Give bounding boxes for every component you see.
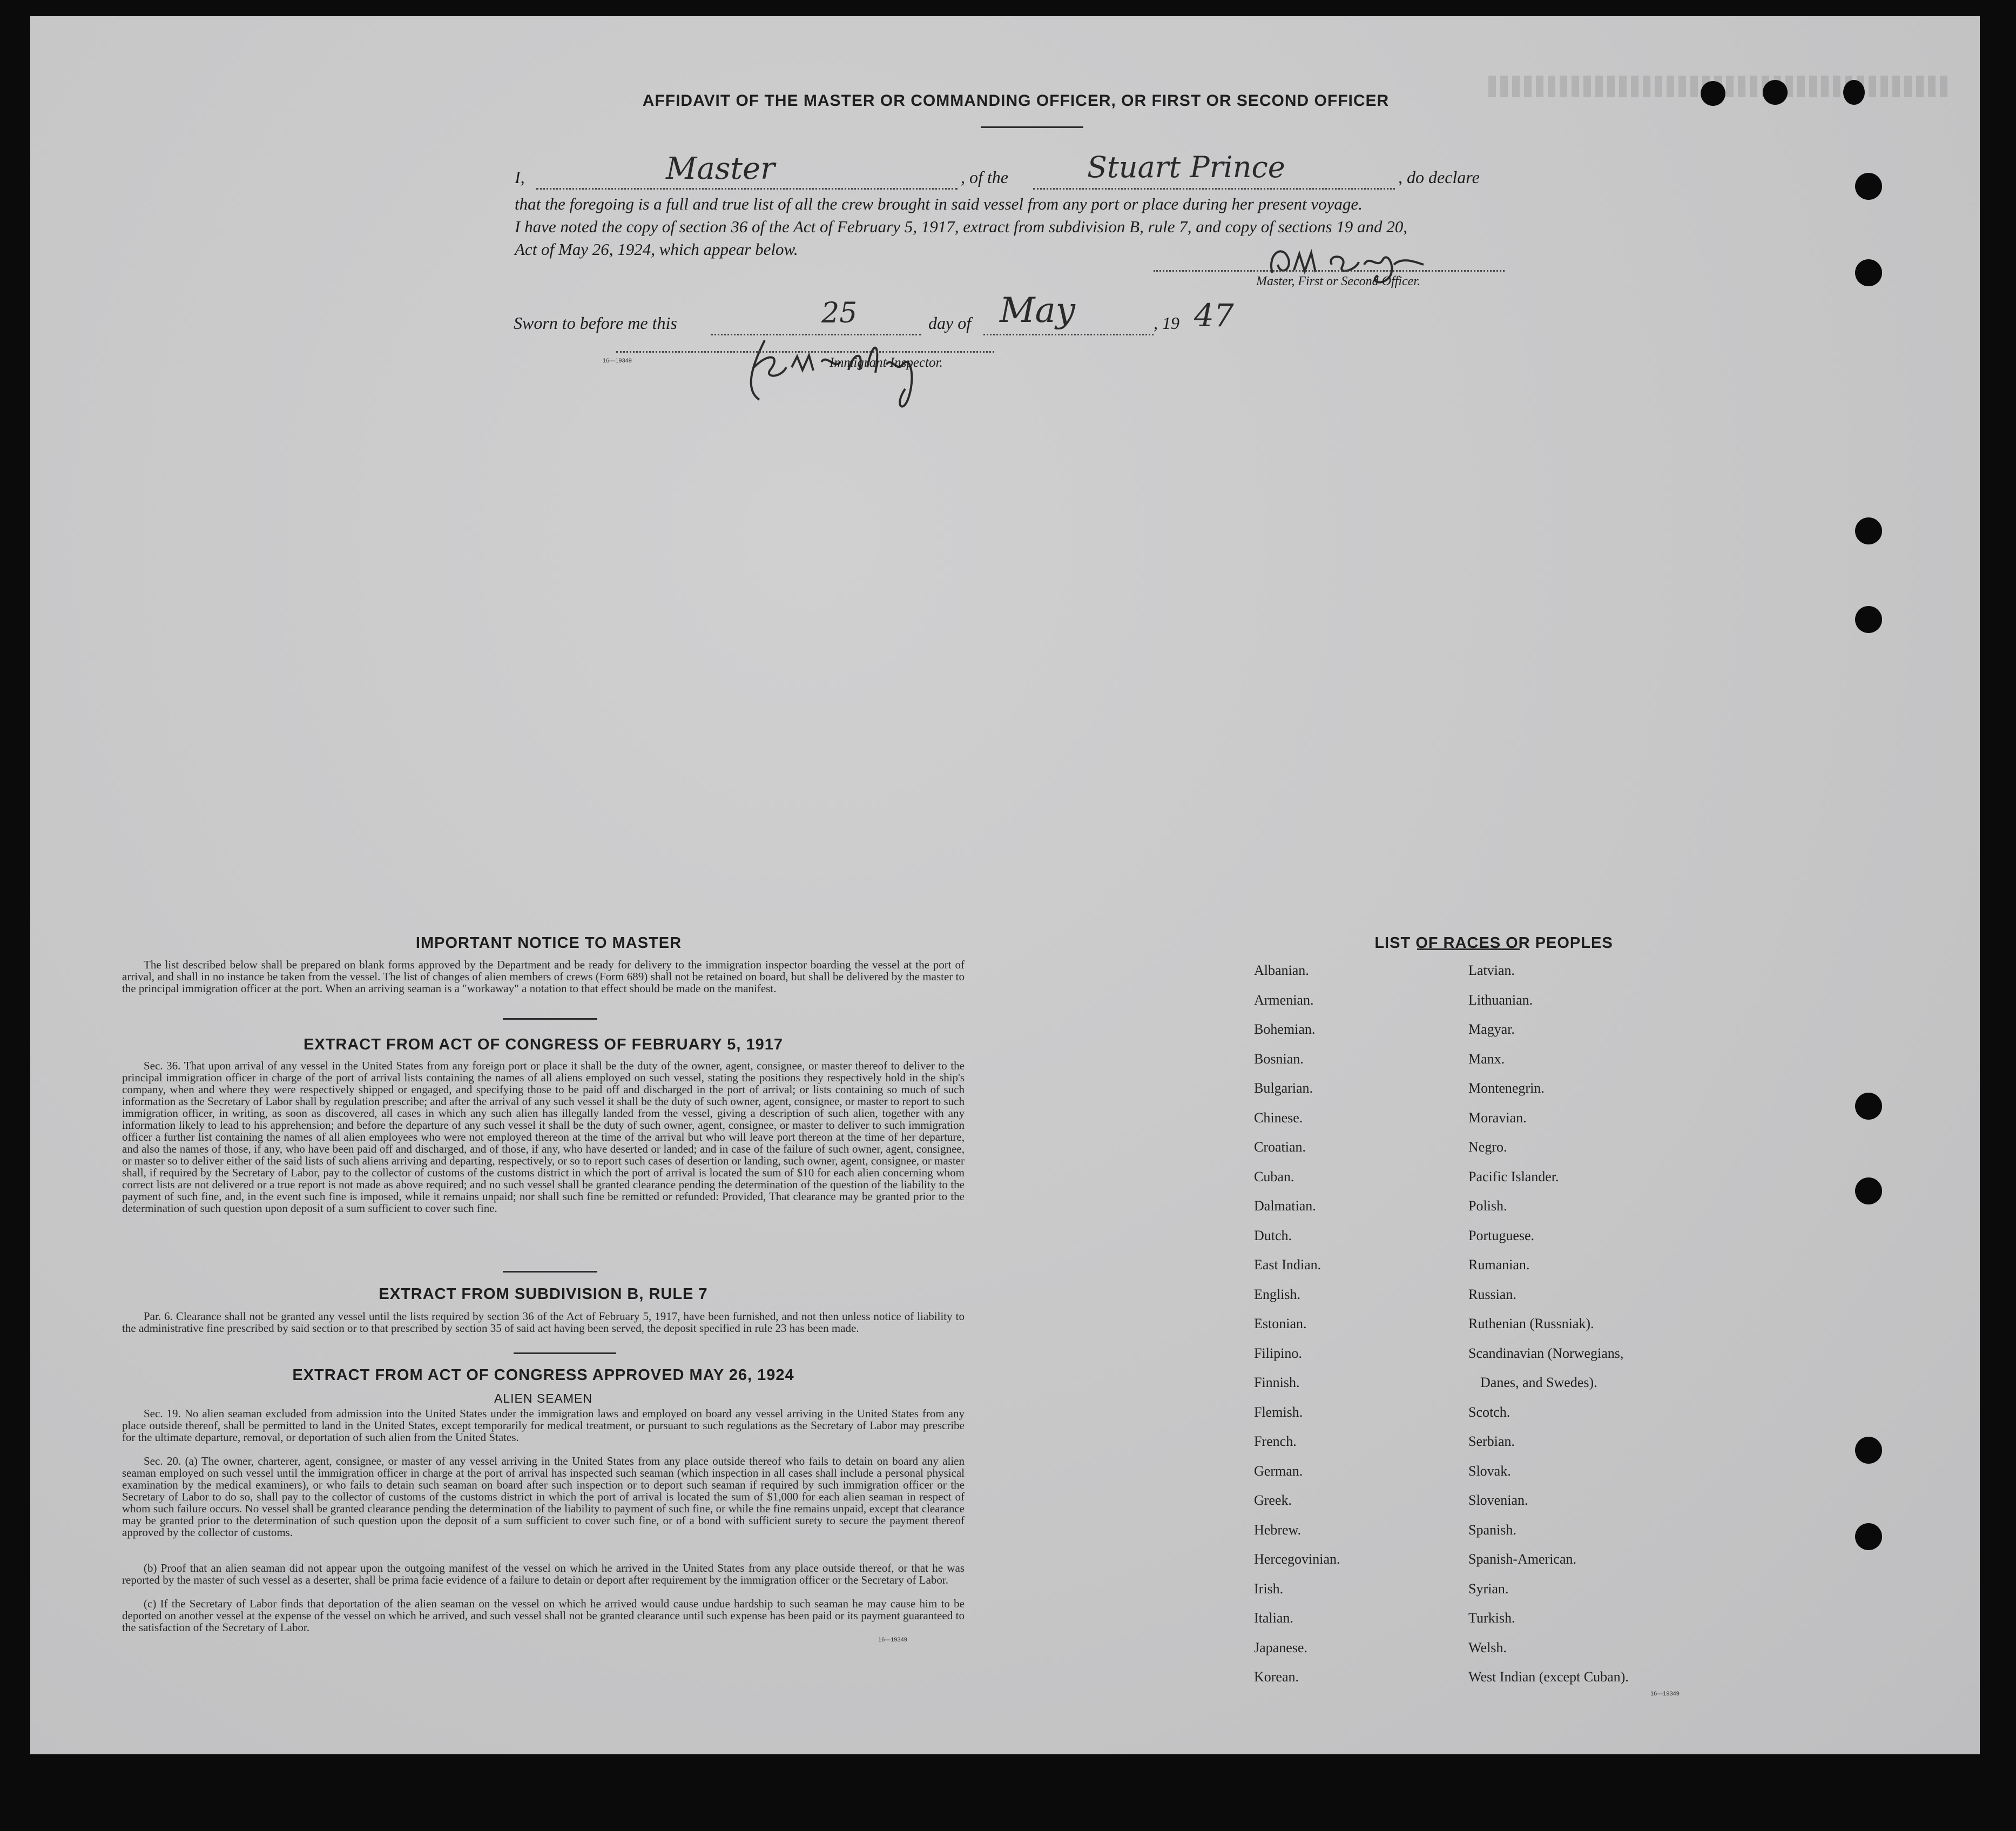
race-item: Ruthenian (Russniak).: [1468, 1316, 1594, 1331]
signature-line: [1154, 270, 1505, 272]
race-item: Flemish.: [1254, 1404, 1303, 1420]
month-handwritten: May: [1000, 291, 1075, 331]
extract-1924-sec20a: Sec. 20. (a) The owner, charterer, agent, consignee, or master of any vessel arriving in the United States from any place outside thereof who fails to detain on board any alien seaman employed on such vessel until the immigration officer in charge at the port of arrival has inspected such seaman (which inspection in all cases shall include a personal physical examination by the medical examiners), or who fails to detain such seaman on board after such inspection or to deport such seaman if required by such immigration officer or the Secretary of Labor to do so, shall pay to the collector of customs of the customs district in which the port of arrival is located the sum of $1,000 for each alien seaman in respect of whom such failure occurs. No vessel shall be granted clearance pending the determination of the liability to payment of such fine, or while the fine remains unpaid, except that clearance may be granted prior to the determination of such question upon the deposit of a sum sufficient to cover such fine, or of a bond with sufficient surety to secure the payment thereof approved by the collector of customs.: [122, 1455, 965, 1539]
extract-rule7-divider: [514, 1352, 616, 1354]
extract-1924-sec20c: (c) If the Secretary of Labor finds that deportation of the alien seaman on the vessel on which he arrived would cause undue hardship to such seaman he may cause him to be deported on another vessel at the expense of the vessel on which he arrived, and such vessel shall not be granted clearance until such expense has been paid or its payment guaranteed to the satisfaction of the Secretary of Labor.: [122, 1597, 965, 1634]
race-item: Syrian.: [1468, 1580, 1509, 1597]
affidavit-form-number: 16—19349: [603, 358, 632, 364]
race-item: Pacific Islander.: [1468, 1168, 1559, 1184]
races-title: LIST OF RACES OR PEOPLES: [1374, 934, 1613, 952]
punch-hole-1: [1855, 173, 1882, 200]
race-item: Portuguese.: [1468, 1227, 1535, 1243]
affidavit-line-1: [515, 150, 1638, 194]
name-handwritten: Master: [666, 151, 775, 186]
punch-hole-top-1: [1701, 81, 1725, 106]
inspector-title: Immigrant Inspector.: [830, 355, 943, 370]
inspector-line: [616, 351, 994, 353]
races-right-column: [1468, 962, 1728, 1719]
punch-hole-top-3: [1843, 80, 1865, 105]
punch-hole-2: [1855, 259, 1882, 286]
race-item: Estonian.: [1254, 1316, 1307, 1331]
day-of-label: day of: [928, 313, 972, 333]
race-item: Armenian.: [1254, 992, 1314, 1008]
race-item: Bosnian.: [1254, 1051, 1304, 1067]
race-item: Bohemian.: [1254, 1021, 1316, 1037]
race-item: Finnish.: [1254, 1375, 1300, 1390]
race-item: Bulgarian.: [1254, 1080, 1313, 1096]
race-item: French.: [1254, 1433, 1297, 1449]
extract-1924-subtitle: ALIEN SEAMEN: [494, 1391, 592, 1405]
affidavit-body-3: Act of May 26, 1924, which appear below.: [515, 240, 798, 259]
race-item: Albanian.: [1254, 962, 1309, 978]
year-handwritten: 47: [1194, 297, 1234, 334]
race-item: Russian.: [1468, 1286, 1516, 1302]
races-divider: [1417, 948, 1520, 950]
title-divider: [981, 126, 1083, 128]
notice-text: The list described below shall be prepared on blank forms approved by the Department and be ready for delivery to the immigration inspector boarding the vessel at the port of arrival, and shall in no instance be taken from the vessel. The list of changes of alien members of crews (Form 689) shall not be retained on board, but shall be delivered by the master to the principal immigration officer at the port. When an arriving seaman is a "workaway" a notation to that effect should be made on the manifest.: [122, 958, 965, 995]
ship-handwritten: Stuart Prince: [1087, 150, 1285, 184]
race-item: Dalmatian.: [1254, 1198, 1316, 1214]
affidavit-body-1: that the foregoing is a full and true list of all the crew brought in said vessel from any port or place during her present voyage.: [515, 194, 1363, 213]
races-form-number: 16—19349: [1650, 1691, 1680, 1697]
declare-label: , do declare: [1398, 167, 1480, 187]
extract-1924-title: EXTRACT FROM ACT OF CONGRESS APPROVED MAY 26, 1924: [292, 1366, 794, 1384]
punch-hole-6: [1855, 1177, 1882, 1204]
race-item: Cuban.: [1254, 1168, 1294, 1184]
notice-divider: [503, 1018, 597, 1020]
race-item: Filipino.: [1254, 1345, 1302, 1361]
race-item: Negro.: [1468, 1139, 1507, 1155]
race-item: Danes, and Swedes).: [1480, 1375, 1597, 1390]
race-item: Spanish-American.: [1468, 1551, 1577, 1567]
document-page: [30, 16, 1980, 1754]
extract-1917-title: EXTRACT FROM ACT OF CONGRESS OF FEBRUARY 5, 1917: [303, 1036, 784, 1053]
race-item: Greek.: [1254, 1492, 1292, 1508]
month-field-line: [983, 334, 1154, 335]
race-item: Croatian.: [1254, 1139, 1306, 1155]
race-item: Rumanian.: [1468, 1257, 1530, 1273]
signature-title: Master, First or Second Officer.: [1256, 274, 1420, 288]
extract-1917-text: Sec. 36. That upon arrival of any vessel in the United States from any foreign port or place it shall be the duty of the owner, agent, consignee, or master thereof to deliver to the principal immigration officer in charge of the port of arrival lists containing the names of all aliens employed on such vessel, stating the positions they respectively hold in the ship's company, when and where they were respectively shipped or engaged, and specifying those to be paid off and discharged in the port of arrival; or lists containing so much of such information as the Secretary of Labor shall by regulation prescribe; and after the arrival of any such vessel it shall be the duty of such owner, agent, consignee, or master to report to such immigration officer, in writing, as soon as discovered, all cases in which any such alien has illegally landed from the vessel, giving a description of such alien, together with any information likely to lead to his apprehension; and before the departure of any such vessel it shall be the duty of such owner, agent, consignee, or master to deliver to such immigration officer a further list containing the names of all alien employees who were not employed thereon at the time of the arrival but who will leave port thereon at the time of her departure, and also the names of those, if any, who have been paid off and discharged, and of those, if any, who have deserted or landed; and in case of the failure of such owner, agent, consignee, or master so to deliver either of the said lists of such aliens arriving and departing, respectively, or so to report such cases of desertion or landing, such owner, agent, consignee, or master shall, if required by the Secretary of Labor, pay to the collector of customs of the customs district in which the port of arrival is located the sum of $10 for each alien concerning whom correct lists are not delivered or a true report is not made as above required; and no such vessel shall be granted clearance pending the determination of the question of the liability to the payment of such fine, and, in the event such fine is imposed, while it remains unpaid; nor shall such fine be remitted or refunded: Provided, That clearance may be granted prior to the determination of such question upon deposit of a sum sufficient to cover such fine.: [122, 1059, 965, 1215]
race-item: Turkish.: [1468, 1610, 1515, 1626]
punch-hole-7: [1855, 1437, 1882, 1464]
race-item: Slovenian.: [1468, 1492, 1528, 1508]
race-item: Montenegrin.: [1468, 1080, 1545, 1096]
race-item: Welsh.: [1468, 1639, 1507, 1655]
notice-title: IMPORTANT NOTICE TO MASTER: [415, 934, 682, 952]
punch-hole-8: [1855, 1523, 1882, 1550]
i-label: I,: [515, 167, 525, 187]
race-item: Korean.: [1254, 1669, 1299, 1685]
race-item: German.: [1254, 1463, 1303, 1479]
race-item: East Indian.: [1254, 1257, 1321, 1273]
day-handwritten: 25: [821, 297, 858, 329]
ship-field-line: [1033, 188, 1395, 190]
of-the-label: , of the: [961, 167, 1008, 187]
race-item: English.: [1254, 1286, 1300, 1302]
race-item: Hebrew.: [1254, 1522, 1302, 1538]
race-item: Japanese.: [1254, 1639, 1307, 1655]
race-item: Hercegovinian.: [1254, 1551, 1340, 1567]
race-item: Scotch.: [1468, 1404, 1511, 1420]
race-item: West Indian (except Cuban).: [1468, 1669, 1629, 1685]
punch-hole-5: [1855, 1093, 1882, 1120]
race-item: Magyar.: [1468, 1021, 1515, 1037]
race-item: Lithuanian.: [1468, 992, 1533, 1008]
race-item: Irish.: [1254, 1580, 1284, 1597]
race-item: Moravian.: [1468, 1109, 1527, 1126]
race-item: Italian.: [1254, 1610, 1293, 1626]
race-item: Spanish.: [1468, 1522, 1516, 1538]
race-item: Slovak.: [1468, 1463, 1511, 1479]
extract-1924-sec20b: (b) Proof that an alien seaman did not appear upon the outgoing manifest of the vessel on which he arrived in the United States from any place outside thereof, or that he was reported by the master of such vessel as a deserter, shall be prima facie evidence of a failure to detain or deport after requirement by the immigration officer or the Secretary of Labor.: [122, 1561, 965, 1586]
extract-1917-divider: [503, 1271, 597, 1273]
race-item: Latvian.: [1468, 962, 1515, 978]
punch-hole-top-2: [1763, 80, 1788, 105]
extract-rule7-text: Par. 6. Clearance shall not be granted any vessel until the lists required by section 36 of the Act of February 5, 1917, have been furnished, and not then unless notice of liability to the administrative fine prescribed by said section or to that prescribed by section 35 of said act having been served, the deposit specified in rule 23 has been made.: [122, 1310, 965, 1335]
year-prefix: , 19: [1154, 313, 1179, 333]
race-item: Manx.: [1468, 1051, 1505, 1067]
punch-hole-3: [1855, 517, 1882, 544]
race-item: Serbian.: [1468, 1433, 1515, 1449]
affidavit-body-2: I have noted the copy of section 36 of the Act of February 5, 1917, extract from subdivision B, rule 7, and copy of sections 19 and 20,: [515, 217, 1408, 236]
extract-rule7-title: EXTRACT FROM SUBDIVISION B, RULE 7: [379, 1285, 708, 1303]
race-item: Chinese.: [1254, 1109, 1303, 1126]
punch-hole-4: [1855, 606, 1882, 633]
affidavit-title: AFFIDAVIT OF THE MASTER OR COMMANDING OFFICER, OR FIRST OR SECOND OFFICER: [642, 92, 1390, 110]
sworn-label: Sworn to before me this: [514, 313, 677, 333]
name-field-line: [536, 188, 958, 190]
race-item: Scandinavian (Norwegians,: [1468, 1345, 1624, 1361]
race-item: Polish.: [1468, 1198, 1507, 1214]
race-item: Dutch.: [1254, 1227, 1292, 1243]
races-left-column: [1254, 962, 1448, 1719]
extract-form-number: 16—19349: [878, 1637, 907, 1643]
extract-1924-sec19: Sec. 19. No alien seaman excluded from admission into the United States under the immigration laws and employed on board any vessel arriving in the United States from any place outside thereof, shall be permitted to land in the United States, except temporarily for medical treatment, or pursuant to such regulations as the Secretary of Labor may prescribe for the ultimate departure, removal, or deportation of such alien from the United States.: [122, 1407, 965, 1444]
